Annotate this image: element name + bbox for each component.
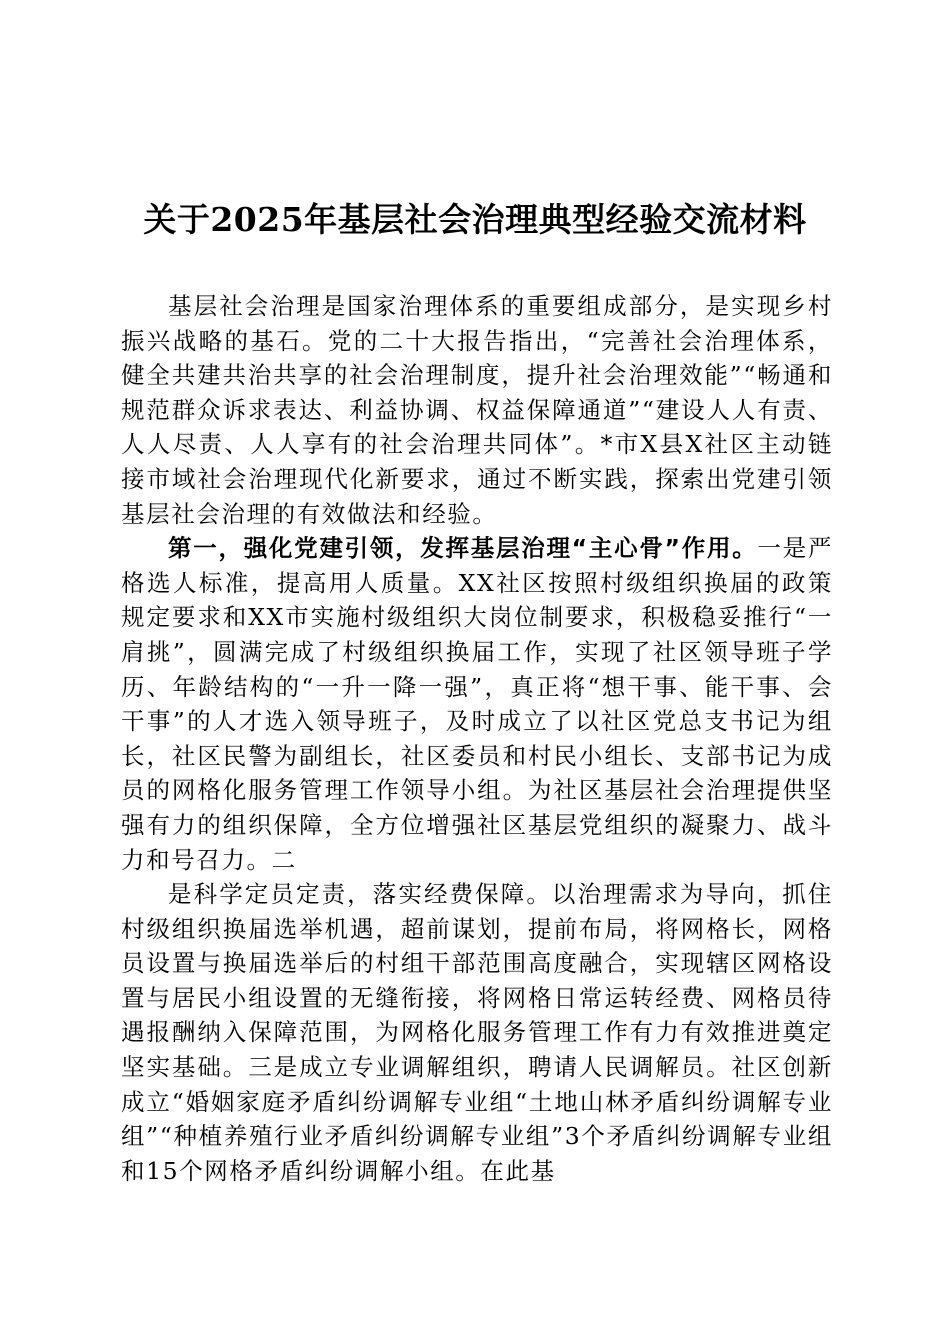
document-body <box>121 289 833 1188</box>
paragraph-first-point-text: 一是严格选人标准，提高用人质量。XX社区按照村级组织换届的政策规定要求和XX市实施村级组织大岗位制要求，积极稳妥推行“一肩挑”，圆满完成了村级组织换届工作，实现了社区领导班子学历、年龄结构的“一升一降一强”，真正将“想干事、能干事、会干事”的人才选入领导班子，及时成立了以社区党总支书记为组长，社区民警为副组长，社区委员和村民小组长、支部书记为成员的网格化服务管理工作领导小组。为社区基层社会治理提供坚强有力的组织保障，全方位增强社区基层党组织的凝聚力、战斗力和号召力。二 <box>121 534 833 874</box>
paragraph-intro-text: 基层社会治理是国家治理体系的重要组成部分，是实现乡村振兴战略的基石。党的二十大报告指出，“完善社会治理体系，健全共建共治共享的社会治理制度，提升社会治理效能”“畅通和规范群众诉求表达、利益协调、权益保障通道”“建设人人有责、人人尽责、人人享有的社会治理共同体”。*市X县X社区主动链接市域社会治理现代化新要求，通过不断实践，探索出党建引领基层社会治理的有效做法和经验。 <box>121 292 833 528</box>
paragraph-first-point-heading: 第一，强化党建引领，发挥基层治理“主心骨”作用。 <box>168 534 758 563</box>
paragraph-intro <box>121 289 833 531</box>
paragraph-continuation-text: 是科学定员定责，落实经费保障。以治理需求为导向，抓住村级组织换届选举机遇，超前谋划，提前布局，将网格长，网格员设置与换届选举后的村组干部范围高度融合，实现辖区网格设置与居民小组设置的无缝衔接，将网格日常运转经费、网格员待遇报酬纳入保障范围，为网格化服务管理工作有力有效推进奠定坚实基础。三是成立专业调解组织，聘请人民调解员。社区创新成立“婚姻家庭矛盾纠纷调解专业组“土地山林矛盾纠纷调解专业组”“种植养殖行业矛盾纠纷调解专业组”3个矛盾纠纷调解专业组和15个网格矛盾纠纷调解小组。在此基 <box>121 880 833 1185</box>
document-title: 关于2025年基层社会治理典型经验交流材料 <box>143 200 807 239</box>
paragraph-continuation <box>121 877 833 1188</box>
paragraph-first-point <box>121 531 833 877</box>
